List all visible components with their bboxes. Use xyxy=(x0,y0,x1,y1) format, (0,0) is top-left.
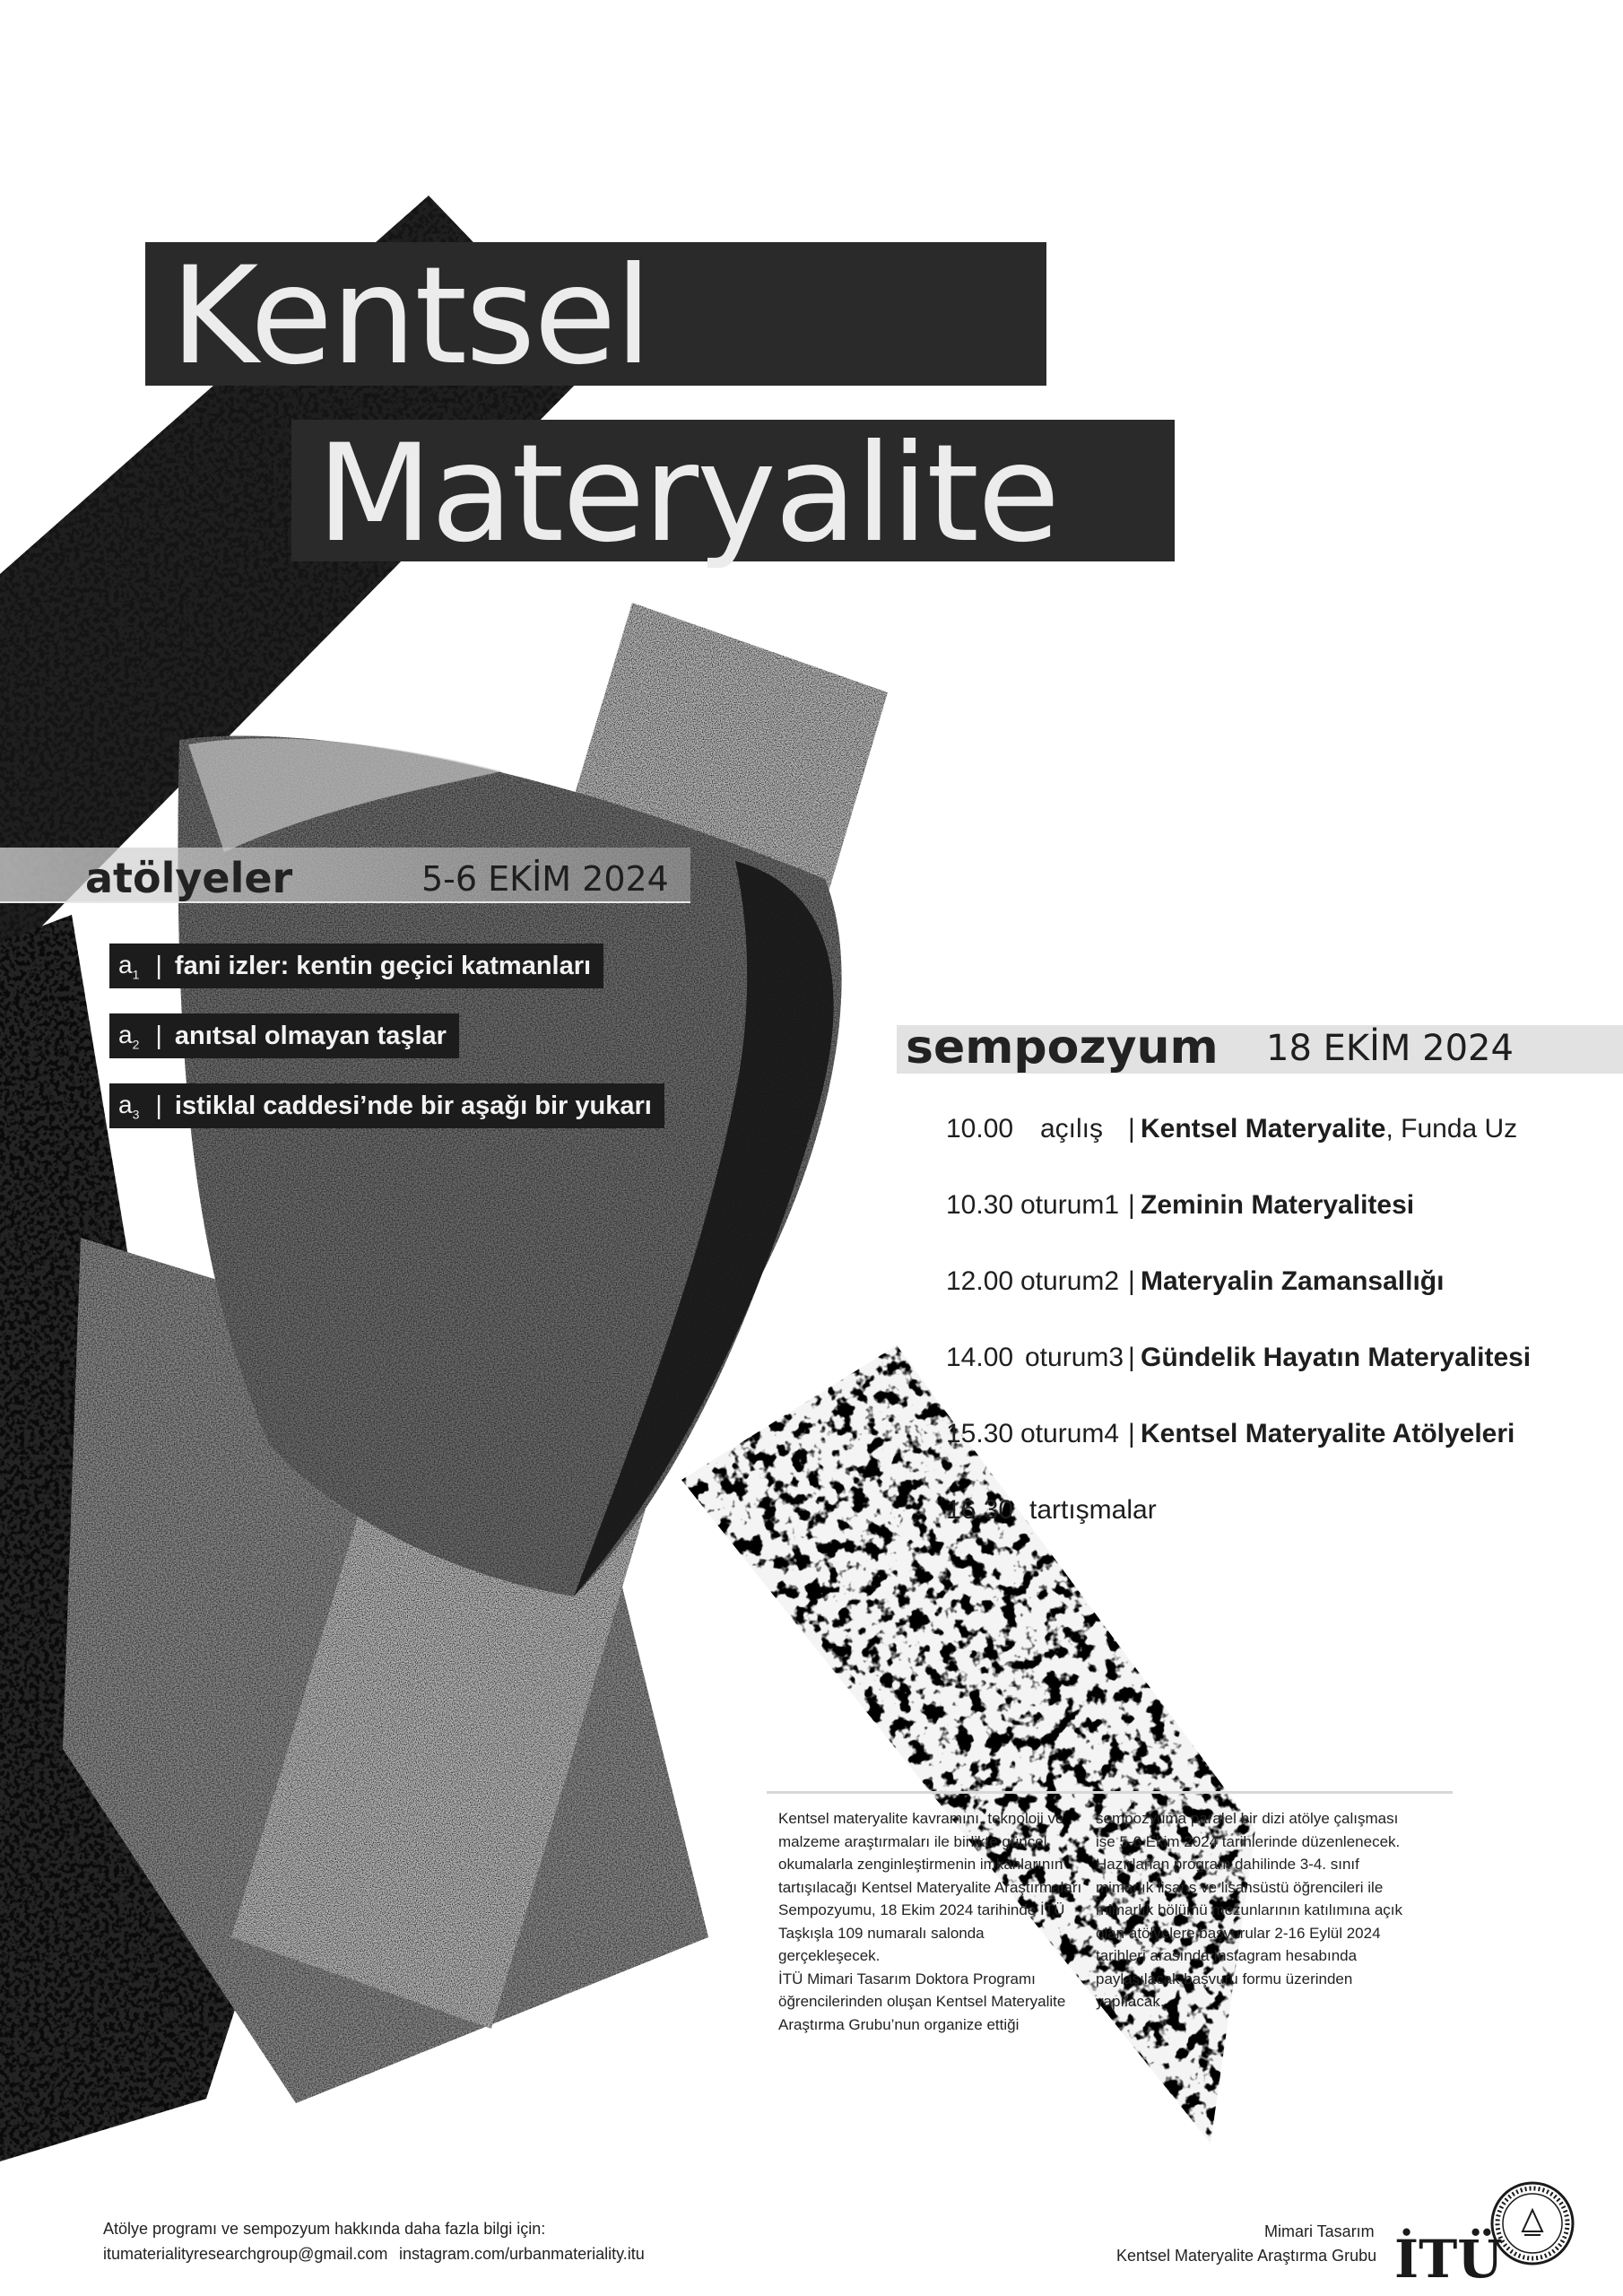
program-separator: | xyxy=(1128,1419,1135,1448)
program-session: Kentsel Materyalite, Funda Uz xyxy=(1141,1114,1518,1144)
itu-logo: İTÜ xyxy=(1394,2229,1503,2290)
workshop-code: $a_3$ xyxy=(118,1090,140,1122)
workshop-code: $a_1$ xyxy=(118,950,140,982)
program-label: oturum2 xyxy=(1020,1266,1120,1296)
description-line: Araştırma Grubu’nun organize ettiği xyxy=(778,2015,1020,2033)
workshop-label: fani izler: kentin geçici katmanları xyxy=(174,951,592,980)
program-label: oturum4 xyxy=(1020,1419,1120,1448)
footer-info-label: Atölye programı ve sempozyum hakkında daha fazla bilgi için: xyxy=(103,2220,546,2238)
university-seal-icon xyxy=(1488,2179,1576,2267)
description-line: paylaşılacak başvuru formu üzerinden xyxy=(1096,1970,1353,1987)
symposium-date: 18 EKİM 2024 xyxy=(1266,1028,1514,1069)
footer-org-line2: Kentsel Materyalite Araştırma Grubu xyxy=(1116,2247,1377,2265)
program-time: 14.00 xyxy=(946,1343,1014,1372)
symposium-heading: sempozyum xyxy=(906,1021,1219,1074)
footer-org-line1: Mimari Tasarım xyxy=(1264,2222,1375,2240)
workshop-code: $a_2$ xyxy=(118,1020,140,1052)
workshop-item xyxy=(109,944,603,988)
description-line: mimarlık bölümü mezunlarının katılımına açık xyxy=(1096,1901,1403,1918)
workshop-separator: | xyxy=(155,951,162,980)
program-time: 16.30 xyxy=(946,1495,1014,1525)
title-bar-line2 xyxy=(291,416,1175,572)
program-separator: | xyxy=(1128,1114,1135,1144)
program-session: Materyalin Zamansallığı xyxy=(1141,1266,1445,1296)
title-line2: Materyalite xyxy=(317,416,1059,572)
description-line: ise 5-6 Ekim 2024 tarihlerinde düzenlenecek. xyxy=(1096,1832,1401,1850)
program-separator: | xyxy=(1128,1266,1135,1296)
workshop-item xyxy=(109,1083,664,1128)
footer-instagram-link[interactable]: instagram.com/urbanmateriality.itu xyxy=(399,2245,645,2263)
description-line: Sempozyumu, 18 Ekim 2024 tarihinde İTÜ xyxy=(778,1901,1065,1918)
program-separator: | xyxy=(1128,1343,1135,1372)
description-line: İTÜ Mimari Tasarım Doktora Programı xyxy=(778,1970,1036,1987)
description-left-column xyxy=(778,1807,1088,2036)
description-line: mimarlık lisans ve lisansüstü öğrencileri ile xyxy=(1096,1878,1384,1896)
description-line: öğrencilerinden oluşan Kentsel Materyalite xyxy=(778,1993,1066,2010)
workshop-separator: | xyxy=(155,1091,162,1120)
description-line: malzeme araştırmaları ile birlikte güncel xyxy=(778,1832,1047,1850)
description-line: Kentsel materyalite kavramını, teknoloji ve xyxy=(778,1810,1064,1827)
description-line: yapılacak. xyxy=(1096,1993,1165,2010)
program-time: 12.00 xyxy=(946,1266,1014,1296)
workshop-label: anıtsal olmayan taşlar xyxy=(174,1021,447,1050)
program-time: 10.00 xyxy=(946,1114,1014,1144)
description-line: sempozyuma paralel bir dizi atölye çalışması xyxy=(1096,1810,1399,1827)
program-session: Kentsel Materyalite Atölyeleri xyxy=(1141,1419,1515,1448)
program-session: Gündelik Hayatın Materyalitesi xyxy=(1141,1343,1532,1372)
workshop-label: istiklal caddesi’nde bir aşağı bir yukarı xyxy=(174,1091,652,1120)
footer-email-link[interactable]: itumaterialityresearchgroup@gmail.com xyxy=(103,2245,388,2263)
description-divider xyxy=(767,1791,1453,1794)
workshops-date: 5-6 EKİM 2024 xyxy=(421,859,669,899)
description-line: tarihleri arasında Instagram hesabında xyxy=(1096,1947,1358,1964)
description-line: tartışılacağı Kentsel Materyalite Araştırmaları xyxy=(778,1878,1082,1896)
description-line: Taşkışla 109 numaralı salonda gerçekleşecek. xyxy=(778,1924,985,1964)
program-label: açılış xyxy=(1040,1114,1104,1144)
workshops-heading: atölyeler xyxy=(85,854,293,902)
workshop-separator: | xyxy=(155,1021,162,1050)
description-right-column xyxy=(1096,1807,1414,2013)
program-separator: | xyxy=(1128,1190,1135,1220)
program-session: Zeminin Materyalitesi xyxy=(1141,1190,1415,1220)
program-time: 10.30 xyxy=(946,1190,1014,1220)
program-label: tartışmalar xyxy=(1029,1495,1157,1525)
title-bar-line1 xyxy=(145,239,1046,395)
description-line: olan atölyelere başvurular 2-16 Eylül 2024 xyxy=(1096,1924,1381,1942)
description-line: okumalarla zenginleştirmenin imkanlarının xyxy=(778,1856,1063,1873)
description-line: Hazırlanan program dahilinde 3-4. sınıf xyxy=(1096,1856,1359,1873)
program-time: 15.30 xyxy=(946,1419,1014,1448)
title-line1: Kentsel xyxy=(170,239,651,395)
program-label: oturum3 xyxy=(1025,1343,1124,1372)
program-label: oturum1 xyxy=(1020,1190,1120,1220)
workshop-item xyxy=(109,1013,459,1058)
